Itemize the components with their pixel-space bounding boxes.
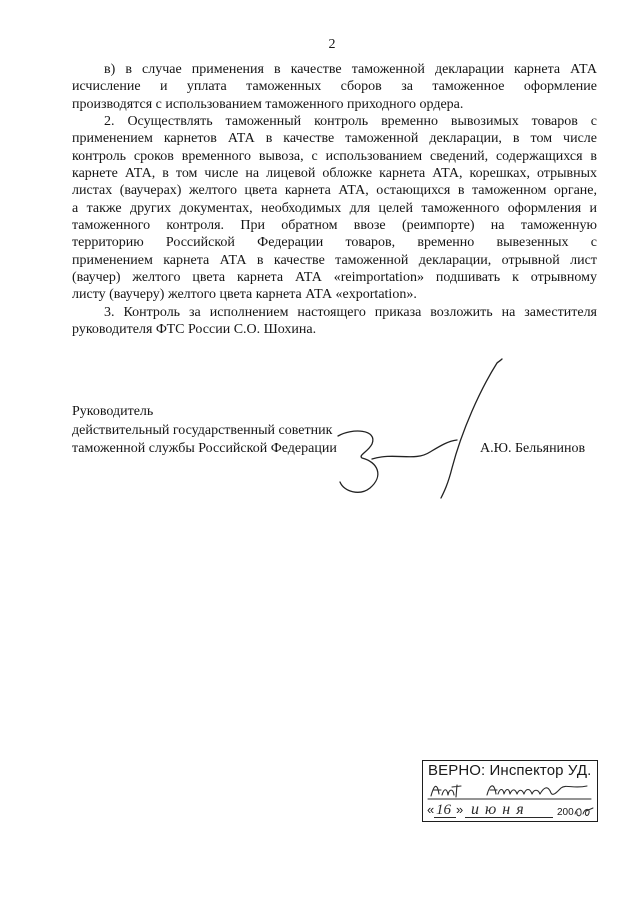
stamp-month-underline bbox=[465, 817, 553, 818]
certification-stamp bbox=[422, 760, 598, 822]
paragraph-line bbox=[72, 200, 597, 217]
page-number: 2 bbox=[328, 37, 336, 52]
signatory-title bbox=[72, 403, 337, 459]
line-text: а также других документах, необходимых для целей таможенного оформления и bbox=[72, 200, 597, 216]
line-text: контроль сроков временного вывоза, с использованием сведений, содержащихся в bbox=[72, 148, 597, 164]
paragraph-line bbox=[72, 165, 597, 182]
line-text: таможенного контроля. При обратном ввозе (реимпорте) на таможенную bbox=[72, 218, 597, 234]
signer-name: А.Ю. Бельянинов bbox=[480, 441, 586, 456]
paragraph-line bbox=[72, 234, 597, 251]
stamp-handwritten-name bbox=[425, 779, 595, 801]
stamp-initials-scribble bbox=[431, 785, 461, 797]
stamp-date-quote-open: « bbox=[427, 802, 435, 817]
stamp-title: ВЕРНО: Инспектор УД. bbox=[428, 762, 592, 779]
line-text: листу (ваучеру) желтого цвета карнета АТА «exportation». bbox=[72, 287, 417, 303]
paragraph-line bbox=[72, 148, 597, 165]
paragraph-line bbox=[72, 321, 597, 338]
line-text: карнете АТА, в том числе на лицевой обложке карнета АТА, корешках, отрывных bbox=[72, 166, 597, 182]
paragraph-line bbox=[72, 286, 597, 303]
stamp-date-quote-close: » bbox=[456, 802, 464, 817]
signature-long-stroke bbox=[441, 359, 502, 498]
stamp-day-underline bbox=[434, 817, 456, 818]
signature-tail-stroke bbox=[372, 440, 457, 459]
line-text: руководителя ФТС России С.О. Шохина. bbox=[72, 322, 317, 338]
stamp-surname-scribble bbox=[487, 786, 587, 795]
paragraph-line bbox=[72, 269, 597, 286]
stamp-date-year: 200 bbox=[557, 807, 574, 818]
line-text: 3. Контроль за исполнением настоящего приказа возложить на заместителя bbox=[104, 304, 597, 320]
stamp-year-scribble-stroke bbox=[575, 808, 593, 816]
line-text: (ваучер) желтого цвета карнета АТА «reimportation» подшивать к отрывному bbox=[72, 270, 597, 286]
line-text: территорию Российской Федерации товаров, временно вывезенных с bbox=[72, 235, 597, 251]
line-text: в) в случае применения в качестве таможенной декларации карнета АТА bbox=[104, 62, 597, 77]
paragraph-line bbox=[72, 217, 597, 234]
paragraph-line bbox=[72, 96, 597, 113]
line-text: листах (ваучерах) желтого цвета карнета АТА, остающихся в таможенном органе, bbox=[72, 183, 597, 199]
paragraph-line bbox=[72, 113, 597, 130]
signature-loop-stroke bbox=[338, 431, 378, 492]
document-body bbox=[72, 61, 597, 339]
paragraph-line bbox=[72, 78, 597, 95]
signatory-title-line: Руководитель bbox=[72, 404, 154, 419]
paragraph-line bbox=[72, 252, 597, 269]
signatory-title-line: действительный государственный советник bbox=[72, 422, 333, 438]
line-text: применением карнетов АТА в качестве таможенной декларации, в том числе bbox=[72, 131, 597, 147]
paragraph-line bbox=[72, 182, 597, 199]
stamp-date-day: 16 bbox=[436, 802, 451, 818]
line-text: исчисление и уплата таможенных сборов за таможенное оформление bbox=[72, 79, 597, 95]
line-text: применением карнета АТА в качестве таможенной декларации, отрывной лист bbox=[72, 252, 597, 268]
stamp-year-handwriting bbox=[573, 803, 595, 819]
stamp-date-month: июня bbox=[471, 801, 530, 818]
paragraph-line bbox=[72, 61, 597, 78]
handwritten-signature bbox=[320, 350, 520, 510]
paragraph-line bbox=[72, 130, 597, 147]
line-text: 2. Осуществлять таможенный контроль временно вывозимых товаров с bbox=[104, 114, 597, 130]
paragraph-line bbox=[72, 304, 597, 321]
line-text: производятся с использованием таможенного приходного ордера. bbox=[72, 96, 464, 112]
signatory-title-line: таможенной службы Российской Федерации bbox=[72, 441, 337, 456]
